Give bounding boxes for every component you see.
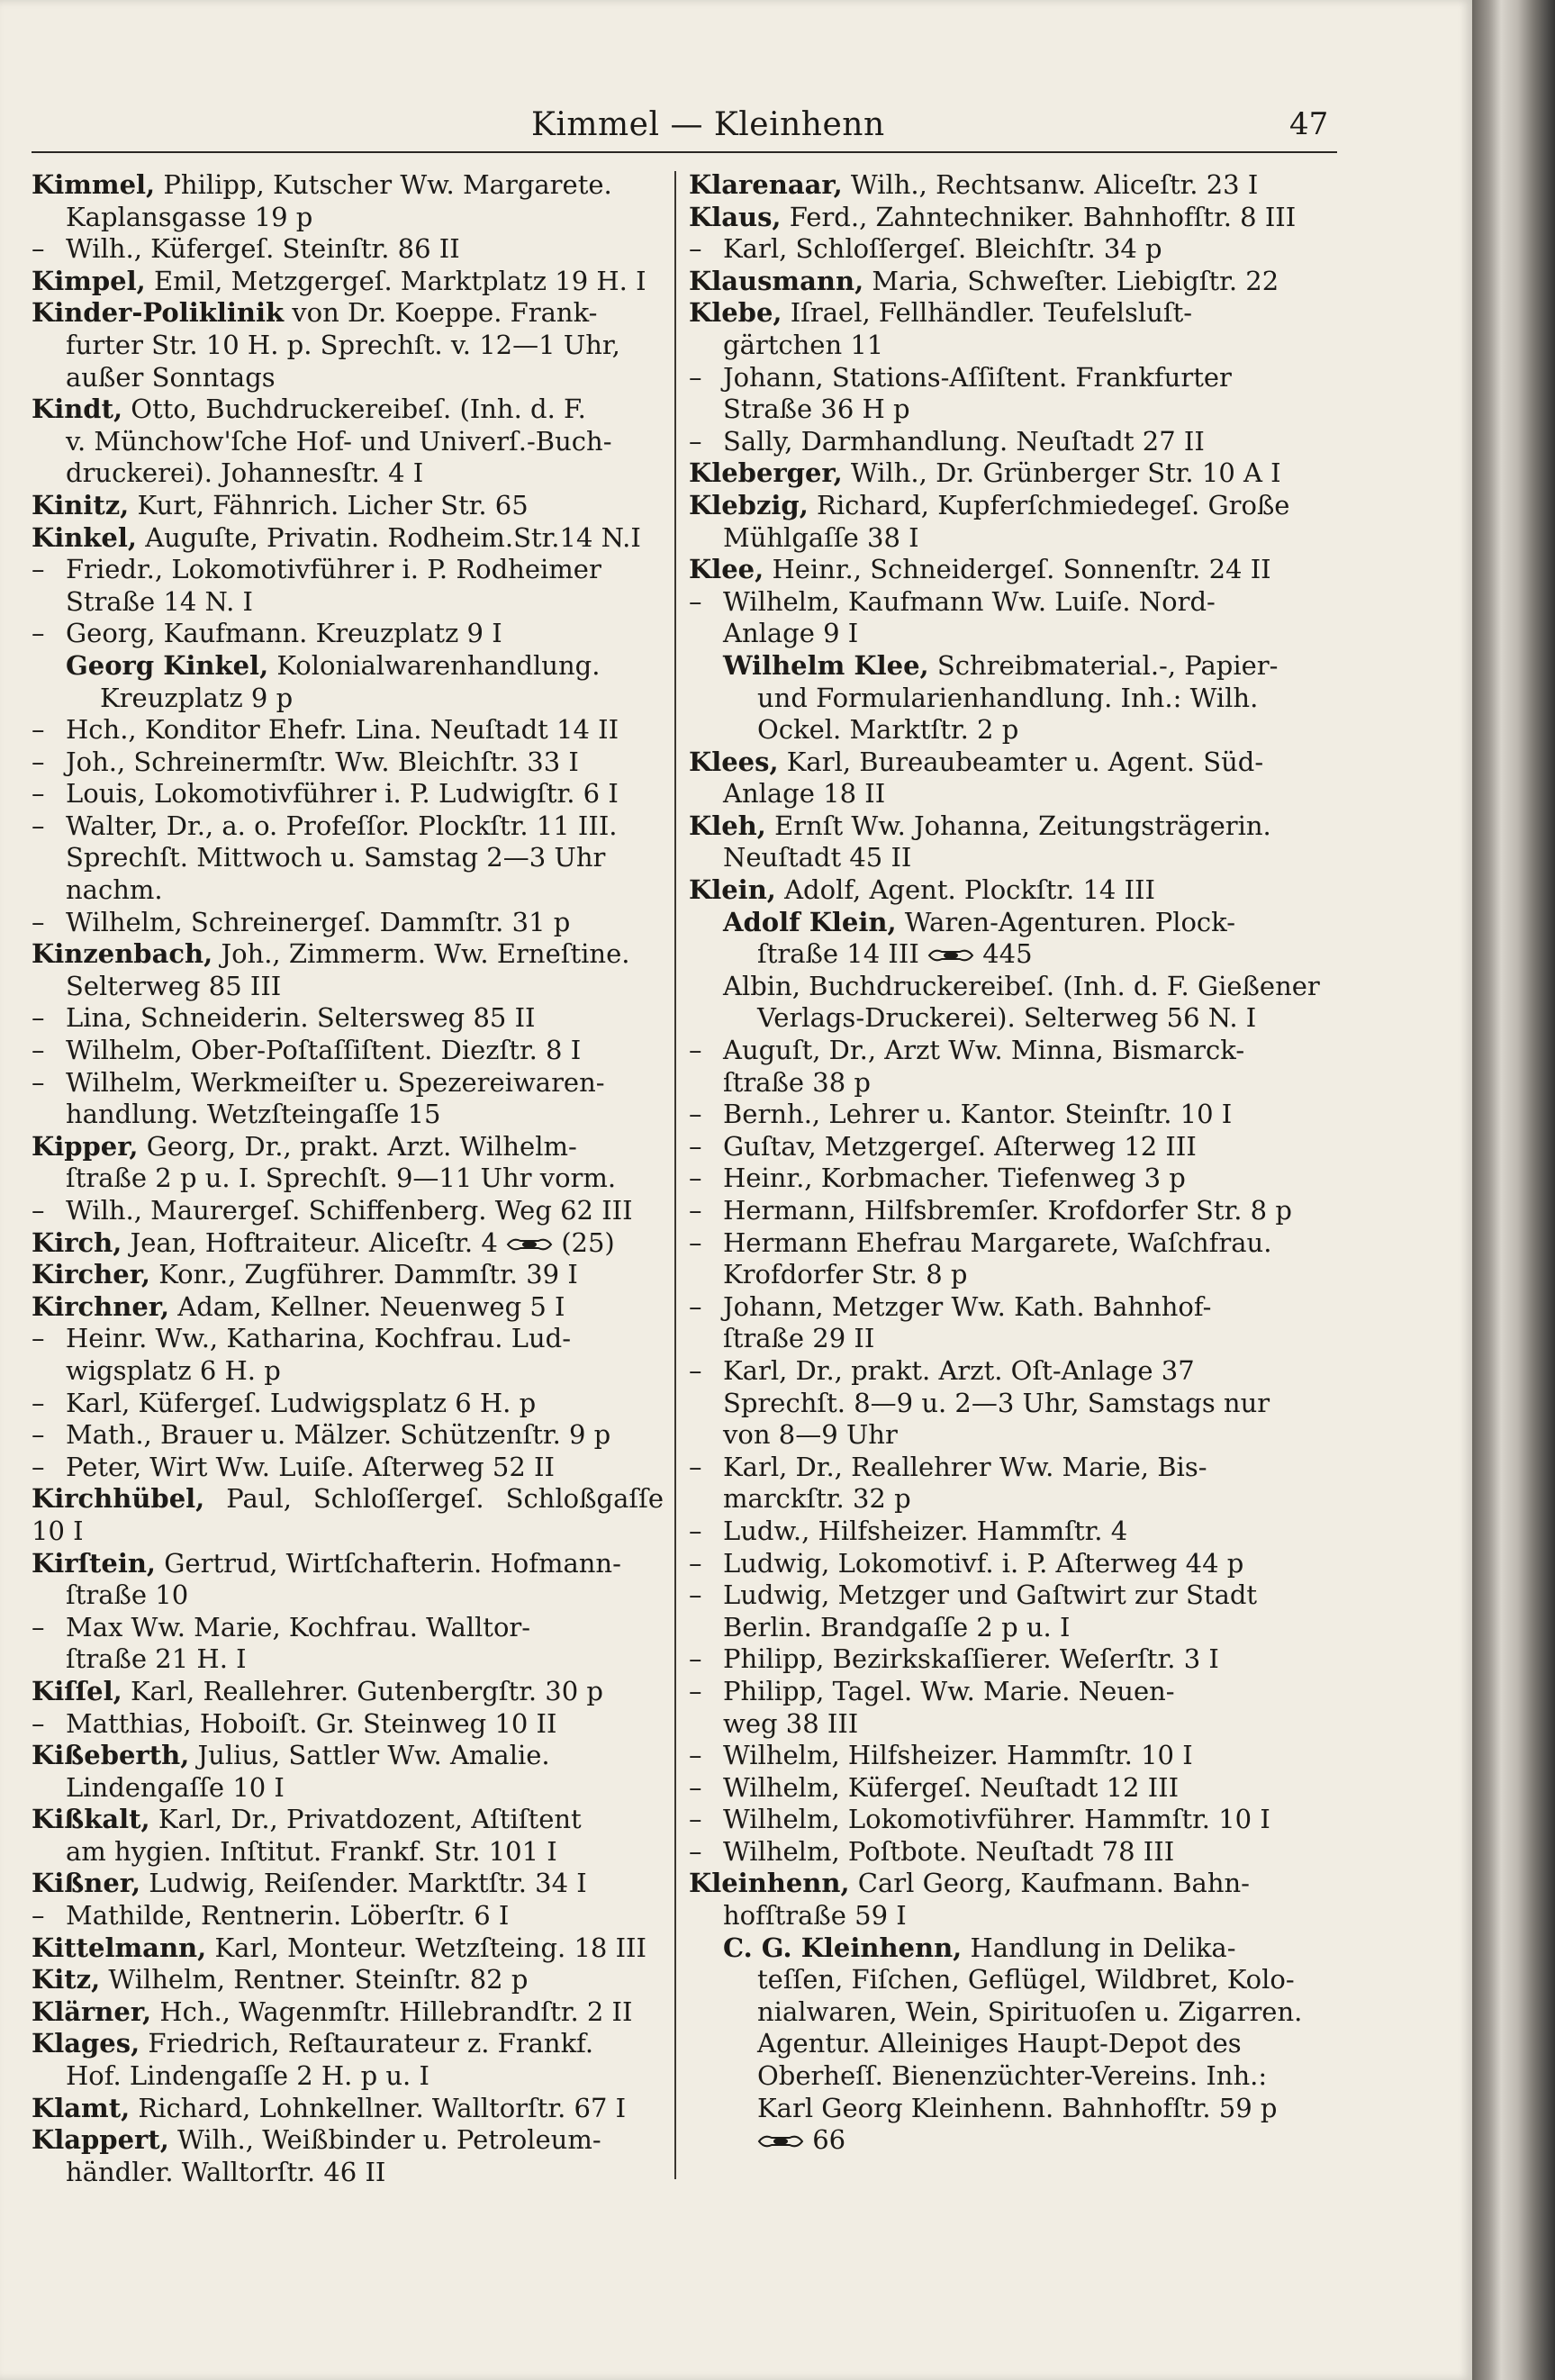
sub-entry bbox=[32, 747, 664, 779]
entry-line: Georg, Kaufmann. Kreuzplatz 9 I bbox=[66, 618, 502, 649]
left-column bbox=[32, 169, 664, 2188]
entry-line: Philipp, Tagel. Ww. Marie. Neuen- bbox=[723, 1675, 1175, 1706]
entry-line: nialwaren, Wein, Spirituoſen u. Zigarren. bbox=[757, 1995, 1303, 2027]
entry-line: Wilhelm, Hilfsheizer. Hammſtr. 10 I bbox=[723, 1740, 1193, 1771]
repeat-dash: – bbox=[689, 1354, 702, 1386]
entry-line: Walter, Dr., a. o. Profeſſor. Plockſtr. 11 III. bbox=[66, 810, 618, 841]
entry-name: Kimmel, bbox=[32, 169, 156, 200]
entry-name: Kircher, bbox=[32, 1259, 150, 1290]
repeat-dash: – bbox=[689, 1130, 702, 1162]
entry-line: druckerei). Johannesſtr. 4 I bbox=[66, 457, 424, 489]
sub-entry bbox=[689, 426, 1342, 458]
directory-entry bbox=[32, 1483, 664, 1547]
entry-name: Klages, bbox=[32, 2028, 140, 2059]
entry-line: handlung. Wetzſteingaſſe 15 bbox=[66, 1099, 441, 1130]
directory-entry bbox=[32, 1227, 664, 1260]
entry-line: Wilh., Rechtsanw. Aliceſtr. 23 I bbox=[850, 169, 1259, 200]
repeat-dash: – bbox=[32, 1035, 45, 1066]
telephone-icon bbox=[757, 2132, 804, 2150]
directory-entry bbox=[689, 297, 1342, 361]
entry-line: Richard, Kupferſchmiedegeſ. Große bbox=[817, 489, 1290, 520]
firm-entry bbox=[689, 907, 1342, 971]
entry-name: Klebe, bbox=[689, 297, 782, 329]
sub-entry bbox=[32, 1195, 664, 1227]
entry-name: Kinkel, bbox=[32, 521, 137, 553]
repeat-dash: – bbox=[32, 1707, 45, 1739]
sub-entry bbox=[689, 586, 1342, 650]
entry-line: Peter, Wirt Ww. Luiſe. Aſterweg 52 II bbox=[66, 1451, 555, 1482]
entry-line: Wilhelm, Werkmeiſter u. Spezereiwaren- bbox=[66, 1066, 605, 1098]
sub-entry bbox=[689, 1452, 1342, 1516]
entry-line: Iſrael, Fellhändler. Teufelsluſt- bbox=[790, 297, 1193, 329]
entry-line: Karl, Bureaubeamter u. Agent. Süd- bbox=[786, 746, 1264, 777]
entry-line: Joh., Schreinermſtr. Ww. Bleichſtr. 33 I bbox=[66, 746, 579, 777]
entry-line: weg 38 III bbox=[723, 1707, 859, 1739]
sub-entry bbox=[32, 1035, 664, 1067]
entry-line: ſtraße 29 II bbox=[723, 1323, 875, 1354]
sub-entry bbox=[689, 362, 1342, 426]
repeat-dash: – bbox=[689, 1579, 702, 1611]
entry-line: Johann, Stations-Aſſiſtent. Frankfurter bbox=[723, 361, 1232, 393]
sub-entry bbox=[32, 907, 664, 939]
sub-entry bbox=[689, 1195, 1342, 1227]
entry-line: von Dr. Koeppe. Frank- bbox=[292, 297, 598, 329]
entry-line: Philipp, Bezirkskaſſierer. Weſerſtr. 3 I bbox=[723, 1643, 1219, 1675]
sub-entry bbox=[689, 1740, 1342, 1772]
repeat-dash: – bbox=[32, 810, 45, 841]
entry-name: Kleberger, bbox=[689, 457, 843, 489]
entry-line: außer Sonntags bbox=[66, 361, 276, 393]
entry-line: Karl, Küfergeſ. Ludwigsplatz 6 H. p bbox=[66, 1387, 537, 1418]
entry-line: Wilhelm, Rentner. Steinſtr. 82 p bbox=[108, 1964, 529, 1995]
repeat-dash: – bbox=[689, 585, 702, 617]
entry-line: Neuſtadt 45 II bbox=[723, 842, 912, 873]
directory-entry bbox=[689, 457, 1342, 490]
directory-entry bbox=[32, 938, 664, 1002]
repeat-dash: – bbox=[32, 714, 45, 746]
entry-line: Hch., Wagenmſtr. Hillebrandſtr. 2 II bbox=[159, 1995, 633, 2027]
entry-name: Klamt, bbox=[32, 2092, 131, 2123]
entry-line: Johann, Metzger Ww. Kath. Bahnhof- bbox=[723, 1290, 1212, 1322]
entry-line: Adolf, Agent. Plockſtr. 14 III bbox=[784, 874, 1155, 906]
entry-line: Louis, Lokomotivführer i. P. Ludwigſtr. 6 I bbox=[66, 778, 619, 810]
book-page-edge bbox=[1472, 0, 1555, 2380]
entry-line: hofſtraße 59 I bbox=[723, 1900, 907, 1932]
entry-line: Kolonialwarenhandlung. bbox=[276, 649, 601, 681]
entry-name: Kinitz, bbox=[32, 489, 130, 520]
directory-entry bbox=[32, 266, 664, 298]
entry-line: Math., Brauer u. Mälzer. Schützenſtr. 9 p bbox=[66, 1419, 611, 1451]
telephone-icon bbox=[927, 946, 974, 964]
repeat-dash: – bbox=[32, 746, 45, 777]
entry-line: Kaplansgasse 19 p bbox=[66, 201, 313, 232]
entry-line: am hygien. Inſtitut. Frankf. Str. 101 I bbox=[66, 1835, 557, 1867]
repeat-dash: – bbox=[32, 1451, 45, 1482]
entry-line: Wilhelm, Ober-Poſtaſſiſtent. Diezſtr. 8 I bbox=[66, 1035, 582, 1066]
entry-line: Hermann Ehefrau Margarete, Waſchfrau. bbox=[723, 1226, 1272, 1258]
repeat-dash: – bbox=[689, 1515, 702, 1546]
sub-entry bbox=[32, 1067, 664, 1131]
entry-name: Klaus, bbox=[689, 201, 782, 232]
sub-entry bbox=[689, 1099, 1342, 1131]
entry-line: Sally, Darmhandlung. Neuſtadt 27 II bbox=[723, 425, 1205, 457]
entry-line: Otto, Buchdruckereibeſ. (Inh. d. F. bbox=[131, 394, 586, 425]
repeat-dash: – bbox=[32, 233, 45, 265]
sub-entry bbox=[32, 778, 664, 810]
entry-line: Richard, Lohnkellner. Walltorſtr. 67 I bbox=[138, 2092, 627, 2123]
entry-line: Handlung in Delika- bbox=[970, 1932, 1236, 1963]
entry-line: Julius, Sattler Ww. Amalie. bbox=[197, 1740, 550, 1771]
entry-line: Wilh., Maurergeſ. Schiffenberg. Weg 62 III bbox=[66, 1195, 633, 1226]
entry-line: Gertrud, Wirtſchafterin. Hofmann- bbox=[164, 1547, 621, 1579]
entry-line: Ernſt Ww. Johanna, Zeitungsträgerin. bbox=[774, 810, 1271, 841]
sub-entry bbox=[32, 1900, 664, 1932]
telephone-icon bbox=[506, 1235, 553, 1253]
sub-entry bbox=[689, 1163, 1342, 1195]
entry-name: Kimpel, bbox=[32, 265, 146, 296]
entry-line: Philipp, Kutscher Ww. Margarete. bbox=[163, 169, 612, 200]
entry-line: Krofdorfer Str. 8 p bbox=[723, 1259, 968, 1290]
column-divider bbox=[674, 171, 676, 2179]
directory-entry bbox=[689, 169, 1342, 202]
entry-name: Kittelmann, bbox=[32, 1932, 207, 1963]
directory-entry bbox=[689, 747, 1342, 810]
entry-line: Anlage 9 I bbox=[723, 618, 859, 649]
entry-line: nachm. bbox=[66, 874, 163, 906]
entry-line: Ockel. Marktſtr. 2 p bbox=[757, 714, 1019, 746]
repeat-dash: – bbox=[689, 1675, 702, 1706]
repeat-dash: – bbox=[689, 1771, 702, 1803]
sub-entry bbox=[689, 1355, 1342, 1452]
repeat-dash: – bbox=[32, 618, 45, 649]
directory-entry bbox=[32, 169, 664, 233]
entry-line: Ferd., Zahntechniker. Bahnhofſtr. 8 III bbox=[789, 201, 1297, 232]
directory-entry bbox=[32, 297, 664, 394]
directory-entry bbox=[32, 522, 664, 555]
repeat-dash: – bbox=[689, 1547, 702, 1579]
entry-name: Adolf Klein, bbox=[723, 906, 897, 937]
entry-line: Karl, Dr., Privatdozent, Aſtiſtent bbox=[158, 1804, 582, 1835]
entry-name: Kißner, bbox=[32, 1868, 141, 1899]
directory-entry bbox=[689, 1868, 1342, 1932]
directory-entry bbox=[32, 1804, 664, 1868]
entry-line: Verlags-Druckerei). Selterweg 56 N. I bbox=[757, 1002, 1257, 1034]
directory-entry bbox=[32, 1291, 664, 1324]
firm-entry bbox=[32, 650, 664, 714]
entry-line: Georg, Dr., prakt. Arzt. Wilhelm- bbox=[146, 1130, 577, 1162]
entry-line: Guſtav, Metzgergeſ. Aſterweg 12 III bbox=[723, 1130, 1197, 1162]
repeat-dash: – bbox=[689, 1740, 702, 1771]
entry-name: Kinzenbach, bbox=[32, 938, 213, 970]
entry-line: Kreuzplatz 9 p bbox=[100, 682, 294, 713]
entry-line: Sprechſt. 8—9 u. 2—3 Uhr, Samstags nur bbox=[723, 1387, 1270, 1418]
entry-line: Heinr., Schneidergeſ. Sonnenſtr. 24 II bbox=[772, 554, 1271, 585]
sub-entry bbox=[32, 810, 664, 907]
entry-line: Heinr., Korbmacher. Tiefenweg 3 p bbox=[723, 1163, 1186, 1194]
entry-line: gärtchen 11 bbox=[723, 329, 884, 360]
directory-entry bbox=[689, 202, 1342, 234]
repeat-dash: – bbox=[32, 778, 45, 810]
entry-line: Bernh., Lehrer u. Kantor. Steinſtr. 10 I bbox=[723, 1099, 1233, 1130]
repeat-dash: – bbox=[32, 1387, 45, 1418]
sub-entry bbox=[32, 1388, 664, 1420]
entry-line: ſtraße 38 p bbox=[723, 1066, 871, 1098]
entry-line: Karl, Dr., Reallehrer Ww. Marie, Bis- bbox=[723, 1451, 1207, 1482]
entry-name: Klees, bbox=[689, 746, 779, 777]
entry-line: Wilhelm, Lokomotivführer. Hammſtr. 10 I bbox=[723, 1804, 1270, 1835]
page-header bbox=[0, 106, 1472, 151]
entry-line: Anlage 18 II bbox=[723, 778, 886, 810]
directory-entry bbox=[689, 554, 1342, 586]
entry-line: Matthias, Hoboiſt. Gr. Steinweg 10 II bbox=[66, 1707, 557, 1739]
repeat-dash: – bbox=[689, 1099, 702, 1130]
entry-line: 66 bbox=[723, 2124, 1342, 2157]
repeat-dash: – bbox=[689, 425, 702, 457]
sub-entry bbox=[689, 1804, 1342, 1836]
right-column bbox=[689, 169, 1342, 2157]
directory-entry bbox=[32, 394, 664, 490]
directory-entry bbox=[32, 1259, 664, 1291]
entry-line: Wilhelm, Küfergeſ. Neuſtadt 12 III bbox=[723, 1771, 1180, 1803]
entry-line: von 8—9 Uhr bbox=[723, 1419, 898, 1451]
entry-line: Auguſt, Dr., Arzt Ww. Minna, Bismarck- bbox=[723, 1035, 1245, 1066]
entry-line: Schreibmaterial.-, Papier- bbox=[936, 649, 1279, 681]
sub-entry bbox=[689, 1227, 1342, 1291]
repeat-dash: – bbox=[689, 1643, 702, 1675]
repeat-dash: – bbox=[32, 906, 45, 937]
entry-line: Maria, Schweſter. Liebigſtr. 22 bbox=[872, 265, 1279, 296]
entry-name: Kirchhübel, bbox=[32, 1483, 205, 1515]
directory-entry bbox=[689, 266, 1342, 298]
entry-line: Karl, Monteur. Wetzſteing. 18 III bbox=[214, 1932, 646, 1963]
entry-name: Kirſtein, bbox=[32, 1547, 157, 1579]
repeat-dash: – bbox=[32, 1900, 45, 1932]
entry-line: Joh., Zimmerm. Ww. Erneſtine. bbox=[221, 938, 630, 970]
entry-line: Emil, Metzgergeſ. Marktplatz 19 H. I bbox=[153, 265, 646, 296]
entry-line: Lindengaſſe 10 I bbox=[66, 1771, 285, 1803]
sub-entry bbox=[689, 1772, 1342, 1805]
entry-line: Adam, Kellner. Neuenweg 5 I bbox=[177, 1290, 565, 1322]
directory-entry bbox=[32, 1131, 664, 1195]
entry-line: Selterweg 85 III bbox=[66, 970, 282, 1001]
entry-name: Kiſſel, bbox=[32, 1675, 122, 1706]
sub-entry bbox=[32, 714, 664, 747]
sub-entry bbox=[689, 233, 1342, 266]
entry-name: Kleinhenn, bbox=[689, 1868, 850, 1899]
entry-line: teſſen, Fiſchen, Geflügel, Wildbret, Kolo- bbox=[757, 1964, 1295, 1995]
directory-entry bbox=[32, 1548, 664, 1612]
entry-line: Ludw., Hilfsheizer. Hammſtr. 4 bbox=[723, 1515, 1128, 1546]
repeat-dash: – bbox=[32, 1611, 45, 1642]
entry-line: Wilh., Küfergeſ. Steinſtr. 86 II bbox=[66, 233, 460, 265]
entry-line: ſtraße 2 p u. I. Sprechſt. 9—11 Uhr vorm. bbox=[66, 1163, 617, 1194]
entry-line: Auguſte, Privatin. Rodheim.Str.14 N.I bbox=[145, 521, 641, 553]
repeat-dash: – bbox=[689, 1195, 702, 1226]
entry-line: Max Ww. Marie, Kochfrau. Walltor- bbox=[66, 1611, 531, 1642]
entry-line: Straße 36 H p bbox=[723, 394, 910, 425]
directory-entry bbox=[32, 1868, 664, 1900]
entry-line: Oberheſſ. Bienenzüchter-Vereins. Inh.: bbox=[757, 2060, 1268, 2092]
entry-line: und Formularienhandlung. Inh.: Wilh. bbox=[757, 682, 1259, 713]
entry-name: Klärner, bbox=[32, 1995, 152, 2027]
entry-name: Klebzig, bbox=[689, 489, 809, 520]
entry-name: C. G. Kleinhenn, bbox=[723, 1932, 963, 1963]
repeat-dash: – bbox=[32, 1066, 45, 1098]
sub-entry bbox=[32, 1452, 664, 1484]
entry-name: Kinder-Poliklinik bbox=[32, 297, 285, 329]
entry-line: Friedrich, Reſtaurateur z. Frankf. bbox=[148, 2028, 594, 2059]
entry-line: v. Münchow'ſche Hof- und Univerſ.-Buch- bbox=[66, 425, 612, 457]
repeat-dash: – bbox=[32, 1195, 45, 1226]
entry-line: Hof. Lindengaſſe 2 H. p u. I bbox=[66, 2060, 429, 2092]
entry-name: Kleh, bbox=[689, 810, 766, 841]
entry-name: Kißkalt, bbox=[32, 1804, 150, 1835]
sub-entry bbox=[32, 1708, 664, 1741]
entry-name: Klee, bbox=[689, 554, 764, 585]
directory-entry bbox=[32, 2093, 664, 2125]
running-title: Kimmel — Kleinhenn bbox=[531, 106, 885, 143]
sub-entry bbox=[689, 1676, 1342, 1740]
sub-entry bbox=[32, 1612, 664, 1676]
entry-name: Kißeberth, bbox=[32, 1740, 190, 1771]
sub-entry bbox=[32, 233, 664, 266]
entry-line: Albin, Buchdruckereibeſ. (Inh. d. F. Gießener bbox=[723, 970, 1320, 1001]
repeat-dash: – bbox=[689, 1804, 702, 1835]
entry-name: Kindt, bbox=[32, 394, 123, 425]
entry-line: Karl Georg Kleinhenn. Bahnhofſtr. 59 p bbox=[757, 2092, 1278, 2123]
repeat-dash: – bbox=[689, 233, 702, 265]
sub-entry bbox=[32, 1002, 664, 1035]
firm-entry bbox=[689, 650, 1342, 747]
entry-name: Klein, bbox=[689, 874, 776, 906]
entry-line: ſtraße 10 bbox=[66, 1579, 189, 1611]
sub-entry bbox=[689, 1131, 1342, 1163]
directory-entry bbox=[32, 1964, 664, 1996]
entry-line: händler. Walltorſtr. 46 II bbox=[66, 2156, 386, 2187]
entry-line: Mühlgaſſe 38 I bbox=[723, 521, 919, 553]
directory-entry bbox=[32, 1996, 664, 2029]
directory-entry bbox=[689, 490, 1342, 554]
repeat-dash: – bbox=[689, 1451, 702, 1482]
page-number: 47 bbox=[1289, 106, 1329, 142]
directory-entry bbox=[32, 1676, 664, 1708]
entry-line: Konr., Zugführer. Dammſtr. 39 I bbox=[158, 1259, 578, 1290]
repeat-dash: – bbox=[689, 1226, 702, 1258]
sub-entry bbox=[689, 1035, 1342, 1099]
directory-entry bbox=[689, 874, 1342, 907]
sub-entry bbox=[689, 1548, 1342, 1580]
directory-entry bbox=[32, 1740, 664, 1804]
repeat-dash: – bbox=[689, 1035, 702, 1066]
entry-line: Wilh., Weißbinder u. Petroleum- bbox=[177, 2124, 601, 2156]
firm-entry bbox=[689, 1932, 1342, 2157]
entry-line: Sprechſt. Mittwoch u. Samstag 2—3 Uhr bbox=[66, 842, 606, 873]
entry-line: Lina, Schneiderin. Seltersweg 85 II bbox=[66, 1002, 536, 1034]
repeat-dash: – bbox=[32, 554, 45, 585]
directory-entry bbox=[32, 2124, 664, 2188]
directory-entry bbox=[689, 810, 1342, 874]
entry-line: Hermann, Hilfsbremſer. Krofdorfer Str. 8 p bbox=[723, 1195, 1292, 1226]
entry-line: Berlin. Brandgaſſe 2 p u. I bbox=[723, 1611, 1071, 1642]
entry-line: Karl, Reallehrer. Gutenbergſtr. 30 p bbox=[130, 1675, 603, 1706]
entry-name: Kirch, bbox=[32, 1226, 122, 1258]
entry-line: Hch., Konditor Ehefr. Lina. Neuſtadt 14 II bbox=[66, 714, 619, 746]
directory-entry bbox=[32, 490, 664, 522]
entry-line: Friedr., Lokomotivführer i. P. Rodheimer bbox=[66, 554, 601, 585]
entry-line: Carl Georg, Kaufmann. Bahn- bbox=[857, 1868, 1250, 1899]
sub-entry bbox=[689, 1643, 1342, 1676]
entry-line: marckſtr. 32 p bbox=[723, 1483, 911, 1515]
entry-line: Wilhelm, Poſtbote. Neuſtadt 78 III bbox=[723, 1835, 1175, 1867]
entry-line: Wilh., Dr. Grünberger Str. 10 A I bbox=[850, 457, 1281, 489]
entry-line: Heinr. Ww., Katharina, Kochfrau. Lud- bbox=[66, 1323, 572, 1354]
directory-entry bbox=[32, 2028, 664, 2092]
entry-line: Ludwig, Lokomotivf. i. P. Aſterweg 44 p bbox=[723, 1547, 1244, 1579]
entry-line: Paul, Schloſſergeſ. Schloßgaſſe 10 I bbox=[32, 1483, 664, 1546]
entry-name: Georg Kinkel, bbox=[66, 649, 269, 681]
entry-line: wigsplatz 6 H. p bbox=[66, 1354, 281, 1386]
sub-entry bbox=[32, 1323, 664, 1387]
firm-entry bbox=[689, 971, 1342, 1035]
entry-line: Agentur. Alleiniges Haupt-Depot des bbox=[757, 2028, 1242, 2059]
entry-name: Kirchner, bbox=[32, 1290, 170, 1322]
entry-line: Wilhelm, Kaufmann Ww. Luiſe. Nord- bbox=[723, 585, 1216, 617]
entry-line: Ludwig, Reiſender. Marktſtr. 34 I bbox=[149, 1868, 587, 1899]
sub-entry bbox=[32, 1419, 664, 1452]
entry-name: Klausmann, bbox=[689, 265, 864, 296]
entry-line: Karl, Dr., prakt. Arzt. Oſt-Anlage 37 bbox=[723, 1354, 1195, 1386]
entry-line: Straße 14 N. I bbox=[66, 585, 253, 617]
entry-line: Kurt, Fähnrich. Licher Str. 65 bbox=[137, 489, 529, 520]
entry-line: ſtraße 14 III 445 bbox=[757, 938, 1033, 970]
sub-entry bbox=[32, 554, 664, 618]
entry-name: Kipper, bbox=[32, 1130, 139, 1162]
entry-name: Klappert, bbox=[32, 2124, 169, 2156]
repeat-dash: – bbox=[689, 1163, 702, 1194]
sub-entry bbox=[689, 1516, 1342, 1548]
entry-line: furter Str. 10 H. p. Sprechſt. v. 12—1 Uhr, bbox=[66, 329, 620, 360]
entry-line: Waren-Agenturen. Plock- bbox=[904, 906, 1236, 937]
entry-line: Wilhelm, Schreinergeſ. Dammſtr. 31 p bbox=[66, 906, 571, 937]
entry-line: Karl, Schloſſergeſ. Bleichſtr. 34 p bbox=[723, 233, 1162, 265]
sub-entry bbox=[689, 1579, 1342, 1643]
repeat-dash: – bbox=[32, 1419, 45, 1451]
entry-name: Kitz, bbox=[32, 1964, 101, 1995]
entry-line: Jean, Hoftraiteur. Aliceſtr. 4 (25) bbox=[130, 1226, 615, 1258]
directory-entry bbox=[32, 1932, 664, 1965]
repeat-dash: – bbox=[689, 1835, 702, 1867]
entry-name: Klarenaar, bbox=[689, 169, 843, 200]
repeat-dash: – bbox=[32, 1323, 45, 1354]
sub-entry bbox=[689, 1836, 1342, 1869]
repeat-dash: – bbox=[689, 1290, 702, 1322]
entry-name: Wilhelm Klee, bbox=[723, 649, 929, 681]
sub-entry bbox=[32, 618, 664, 650]
entry-line: Ludwig, Metzger und Gaſtwirt zur Stadt bbox=[723, 1579, 1258, 1611]
repeat-dash: – bbox=[689, 361, 702, 393]
header-rule bbox=[32, 151, 1337, 153]
entry-line: ſtraße 21 H. I bbox=[66, 1643, 247, 1675]
sub-entry bbox=[689, 1291, 1342, 1355]
repeat-dash: – bbox=[32, 1002, 45, 1034]
entry-line: Mathilde, Rentnerin. Löberſtr. 6 I bbox=[66, 1900, 510, 1932]
